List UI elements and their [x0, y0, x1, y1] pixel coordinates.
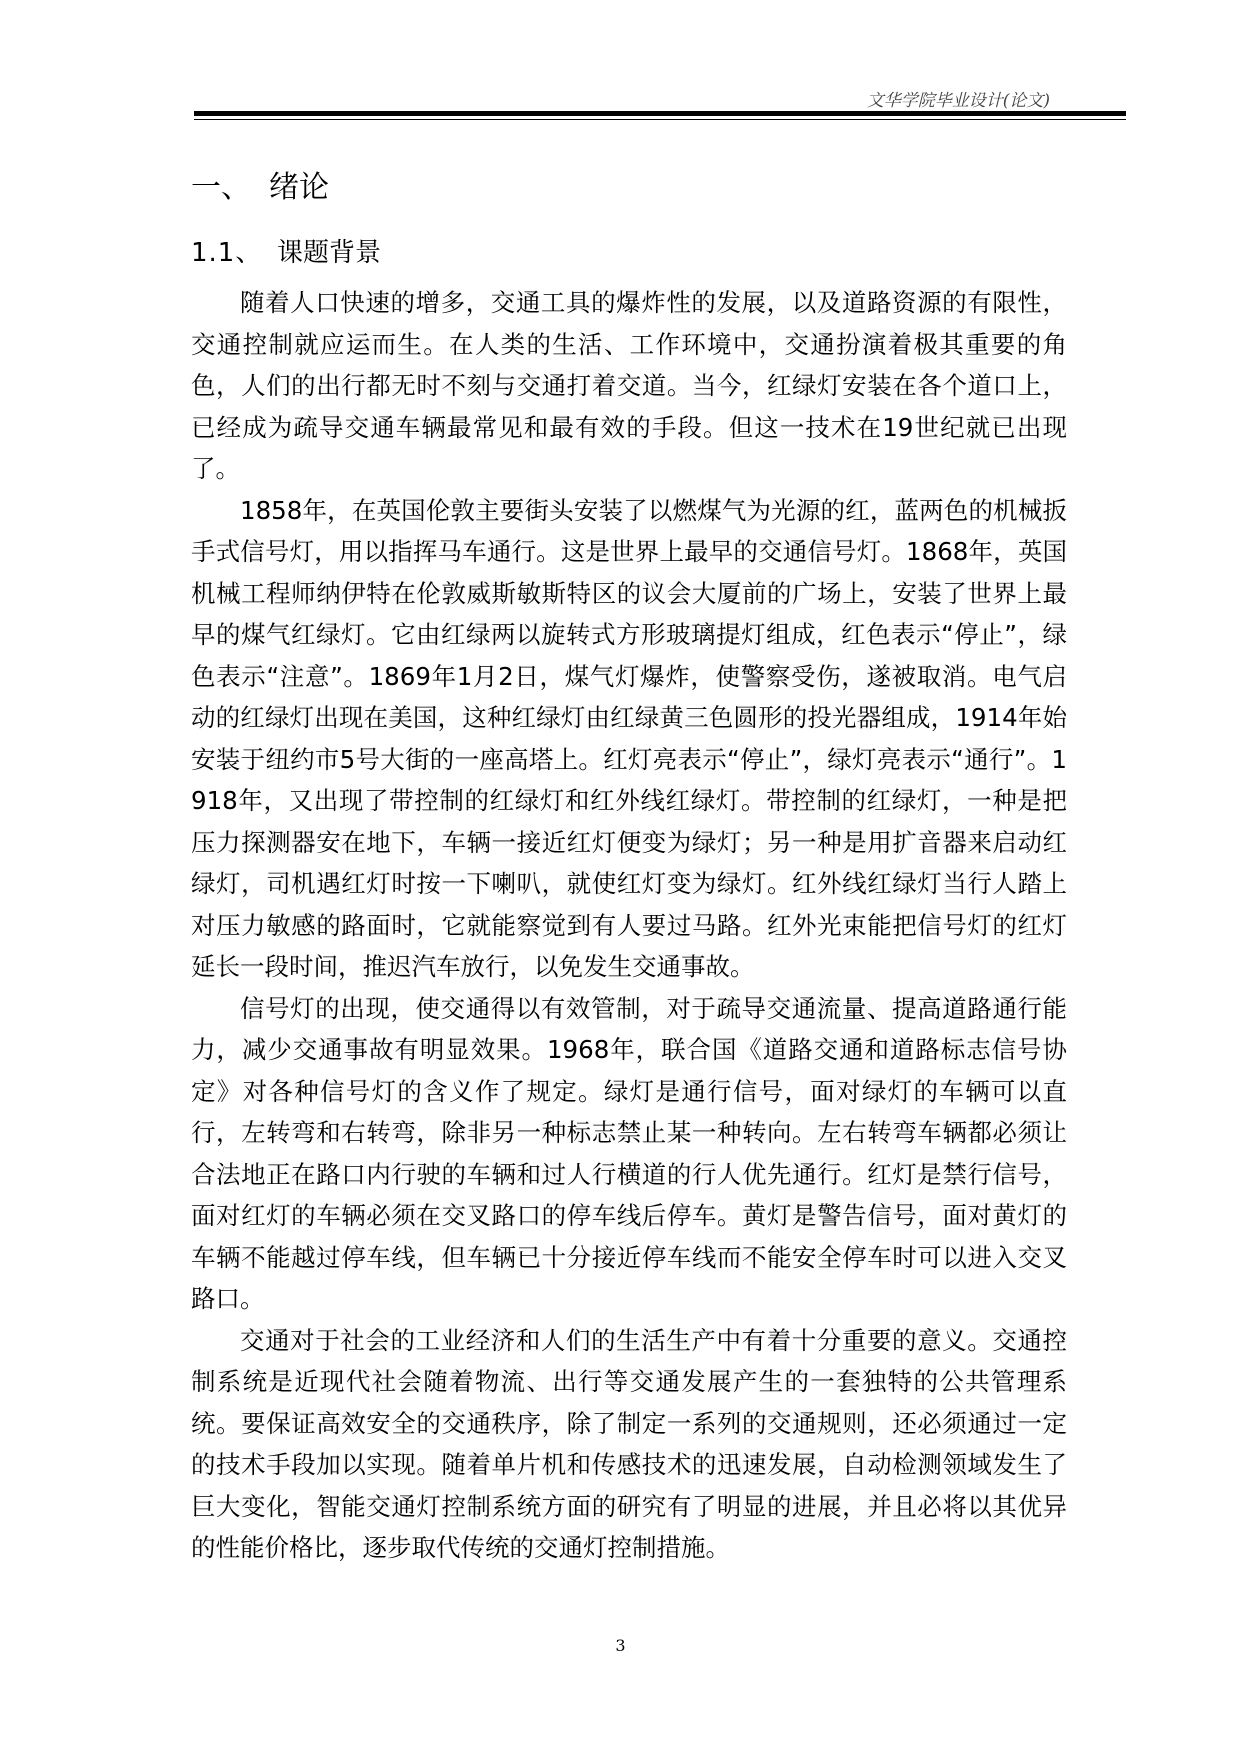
paragraph: 随着人口快速的增多，交通工具的爆炸性的发展，以及道路资源的有限性，交通控制就应运而生。在人类的生活、工作环境中，交通扮演着极其重要的角色，人们的出行都无时不刻与交通打着交道。当今，红绿灯安装在各个道口上，已经成为疏导交通车辆最常见和最有效的手段。但这一技术在19世纪就已出现了。	[191, 288, 1067, 483]
section-title: 课题背景	[277, 238, 382, 268]
chapter-title: 绪论	[269, 170, 329, 205]
header-rule-thick	[194, 111, 1126, 116]
running-header: 文华学院毕业设计(论文)	[866, 91, 1050, 111]
paragraph: 交通对于社会的工业经济和人们的生活生产中有着十分重要的意义。交通控制系统是近现代社会随着物流、出行等交通发展产生的一套独特的公共管理系统。要保证高效安全的交通秩序，除了制定一系列的交通规则，还必须通过一定的技术手段加以实现。随着单片机和传感技术的迅速发展，自动检测领域发生了巨大变化，智能交通灯控制系统方面的研究有了明显的进展，并且必将以其优异的性能价格比，逐步取代传统的交通灯控制措施。	[191, 1325, 1067, 1562]
page-number: 3	[615, 1636, 626, 1655]
paragraph: 信号灯的出现，使交通得以有效管制，对于疏导交通流量、提高道路通行能力，减少交通事故有明显效果。1968年，联合国《道路交通和道路标志信号协定》对各种信号灯的含义作了规定。绿灯是通行信号，面对绿灯的车辆可以直行，左转弯和右转弯，除非另一种标志禁止某一种转向。左右转弯车辆都必须让合法地正在路口内行驶的车辆和过人行横道的行人优先通行。红灯是禁行信号，面对红灯的车辆必须在交叉路口的停车线后停车。黄灯是警告信号，面对黄灯的车辆不能越过停车线，但车辆已十分接近停车线而不能安全停车时可以进入交叉路口。	[191, 993, 1067, 1313]
paragraph: 1858年，在英国伦敦主要街头安装了以燃煤气为光源的红，蓝两色的机械扳手式信号灯，用以指挥马车通行。这是世界上最早的交通信号灯。1868年，英国机械工程师纳伊特在伦敦威斯敏斯特区的议会大厦前的广场上，安装了世界上最早的煤气红绿灯。它由红绿两以旋转式方形玻璃提灯组成，红色表示“停止”，绿色表示“注意”。1869年1月2日，煤气灯爆炸，使警察受伤，遂被取消。电气启动的红绿灯出现在美国，这种红绿灯由红绿黄三色圆形的投光器组成，1914年始安装于纽约市5号大街的一座高塔上。红灯亮表示“停止”，绿灯亮表示“通行”。1918年，又出现了带控制的红绿灯和红外线红绿灯。带控制的红绿灯，一种是把压力探测器安在地下，车辆一接近红灯便变为绿灯；另一种是用扩音器来启动红绿灯，司机遇红灯时按一下喇叭，就使红灯变为绿灯。红外线红绿灯当行人踏上对压力敏感的路面时，它就能察觉到有人要过马路。红外光束能把信号灯的红灯延长一段时间，推迟汽车放行，以免发生交通事故。	[191, 495, 1067, 981]
header-rule-thin	[194, 119, 1126, 120]
body-text	[191, 282, 1067, 1569]
section-heading	[191, 232, 381, 269]
section-number: 1.1、	[191, 238, 263, 268]
chapter-number: 一、	[191, 170, 251, 205]
chapter-heading	[191, 162, 329, 206]
